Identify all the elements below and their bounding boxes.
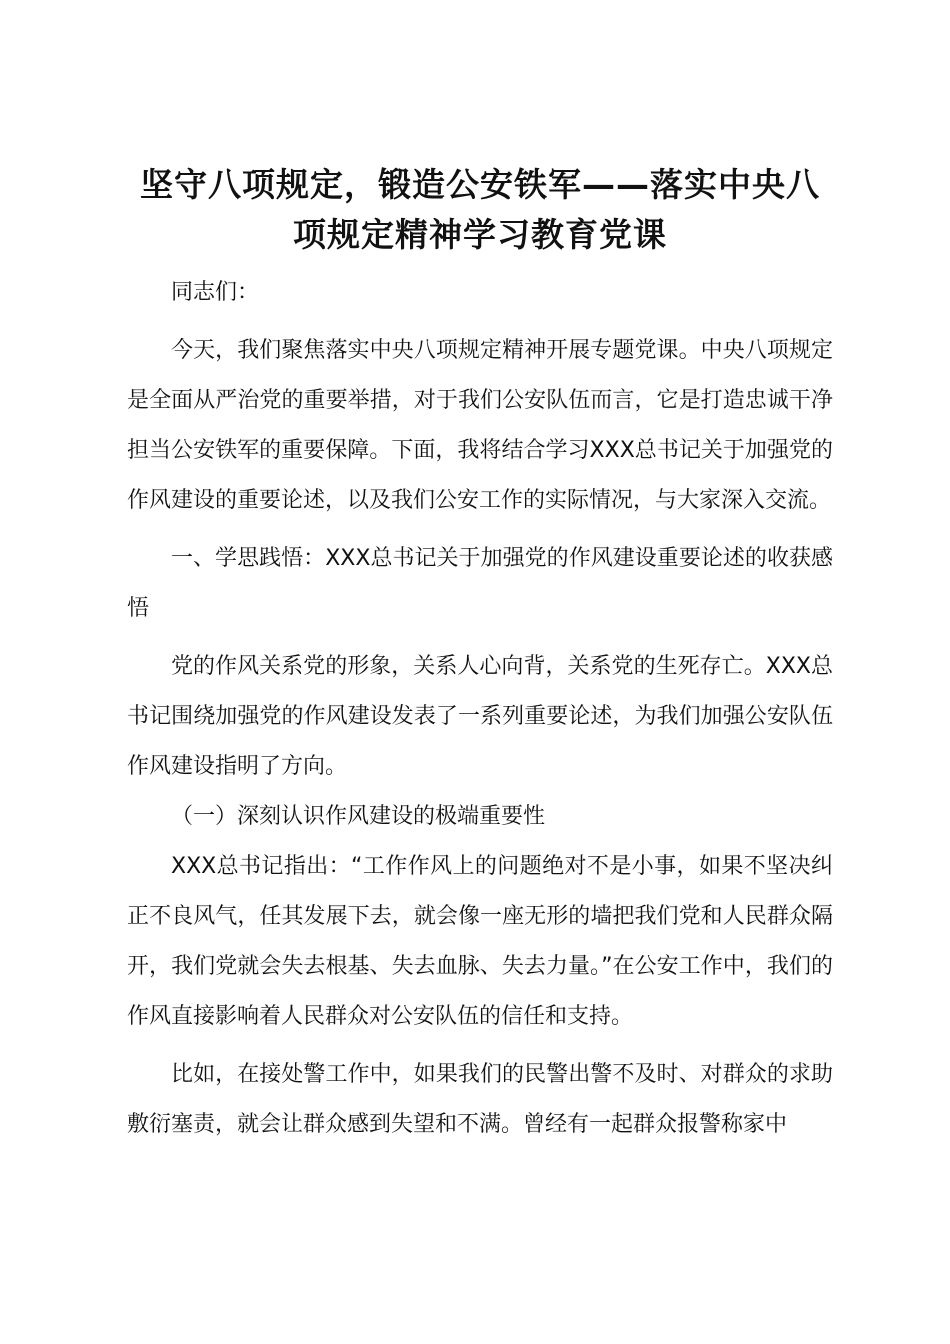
document-title — [127, 160, 833, 260]
paragraph-section-1: 党的作风关系党的形象，关系人心向背，关系党的生死存亡。XXX总书记围绕加强党的作风建设发表了一系列重要论述，为我们加强公安队伍作风建设指明了方向。 — [127, 654, 833, 779]
paragraph-example: 比如，在接处警工作中，如果我们的民警出警不及时、对群众的求助敷衍塞责，就会让群众感到失望和不满。曾经有一起群众报警称家中 — [127, 1062, 833, 1137]
title-line-1: 坚守八项规定，锻造公安铁军——落实中央八 — [140, 165, 820, 204]
paragraph-quote: XXX总书记指出：“工作作风上的问题绝对不是小事，如果不坚决纠正不良风气，任其发展下去，就会像一座无形的墙把我们党和人民群众隔开，我们党就会失去根基、失去血脉、失去力量。”在公安工作中，我们的作风直接影响着人民群众对公安队伍的信任和支持。 — [127, 854, 833, 1029]
title-line-2: 项规定精神学习教育党课 — [293, 215, 667, 254]
section-heading-1: 一、学思践悟：XXX总书记关于加强党的作风建设重要论述的收获感悟 — [127, 546, 833, 621]
document-page — [127, 160, 833, 1150]
subsection-heading-1: （一）深刻认识作风建设的极端重要性 — [171, 804, 546, 829]
paragraph-intro: 今天，我们聚焦落实中央八项规定精神开展专题党课。中央八项规定是全面从严治党的重要举措，对于我们公安队伍而言，它是打造忠诚干净担当公安铁军的重要保障。下面，我将结合学习XXX总书记关于加强党的作风建设的重要论述，以及我们公安工作的实际情况，与大家深入交流。 — [127, 338, 833, 513]
greeting: 同志们： — [171, 280, 260, 305]
